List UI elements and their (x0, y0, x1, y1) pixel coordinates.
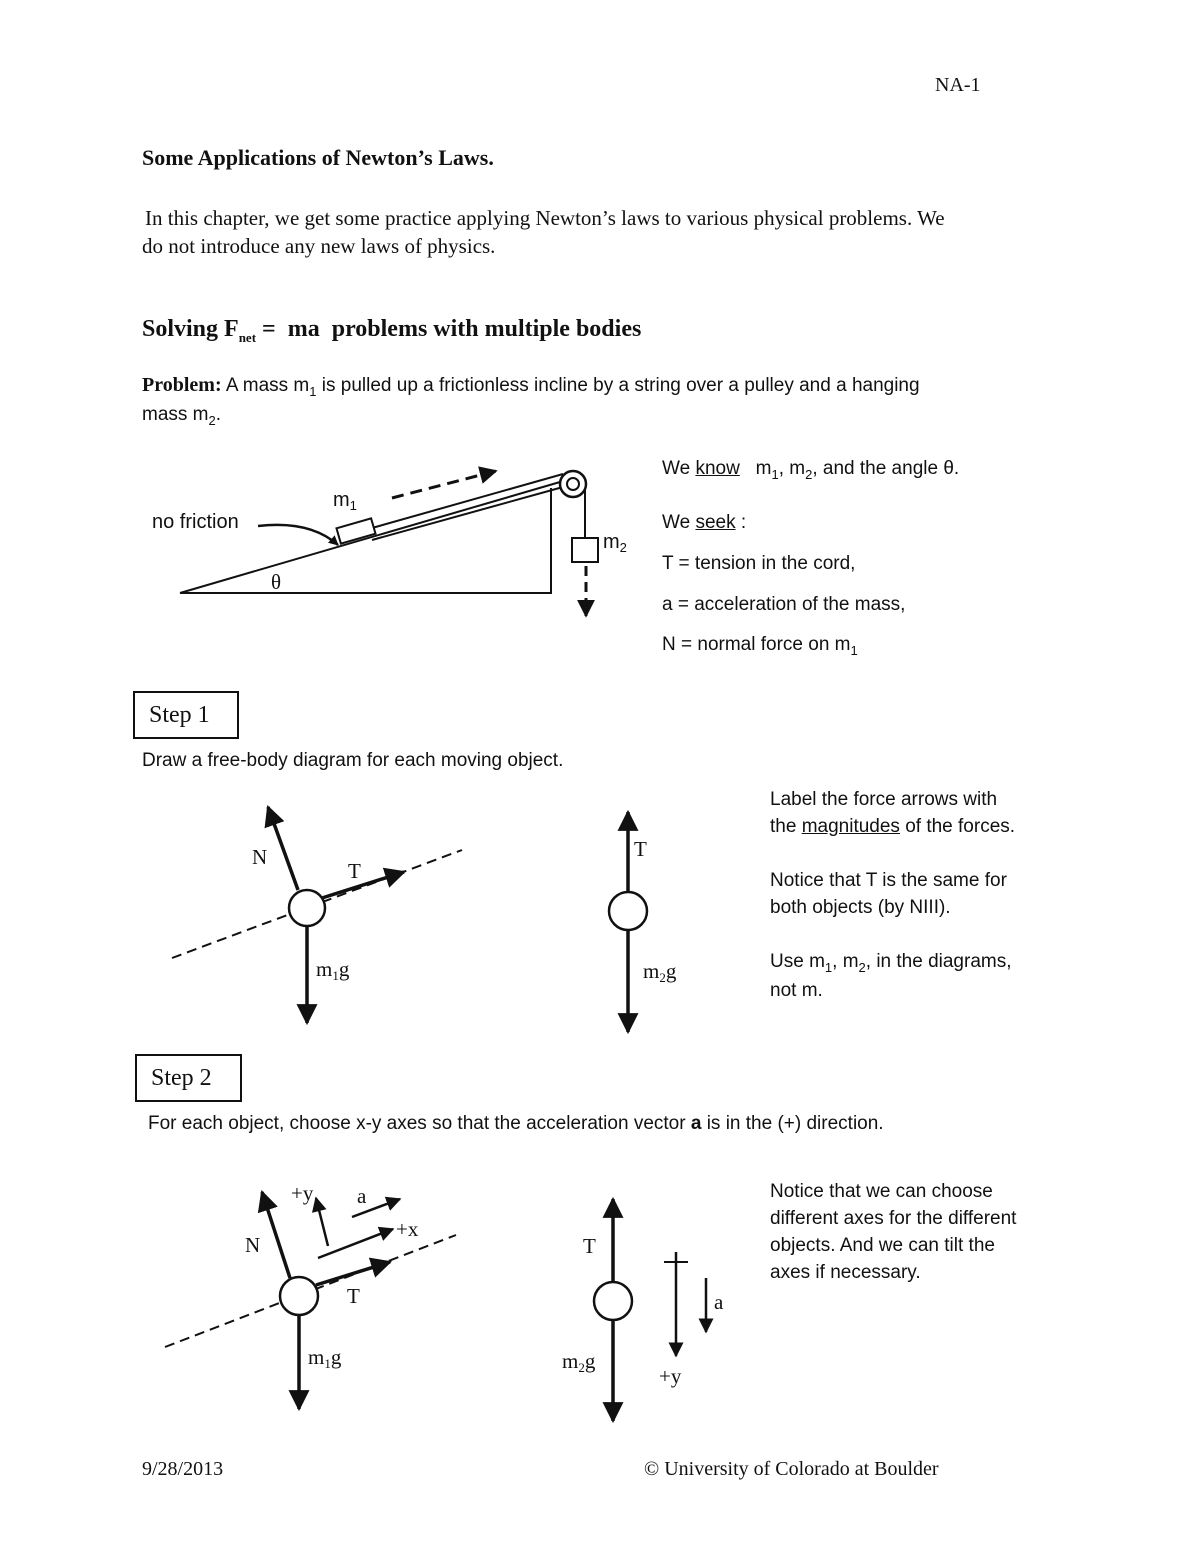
step1-note-1-line-1: Label the force arrows with (770, 789, 998, 810)
step1-note-2-line-2: both objects (by NIII). (770, 897, 951, 918)
seek-tension: T = tension in the cord, (662, 553, 856, 574)
section-heading: Solving $F_{net}$ = ma problems with multiple bodies (142, 316, 642, 345)
fbd4-plus-y-label: +y (659, 1364, 682, 1388)
fbd4-body (594, 1282, 632, 1320)
page-id: NA-1 (935, 74, 981, 96)
fbd3-a-label: a (357, 1184, 367, 1208)
fbd2-weight-label: m2g (643, 959, 677, 985)
intro-line-2: do not introduce any new laws of physics. (142, 234, 496, 258)
fbd3-x-axis (318, 1229, 393, 1258)
fbd1-T-label: T (348, 859, 361, 883)
step2-note-line-1: Notice that we can choose (770, 1181, 993, 1202)
we-know-line: We know $m_1$, $m_2$, and the angle θ. (662, 458, 960, 482)
fbd3-y-axis (316, 1198, 328, 1246)
step1-note-3-line-1: Use $m_1$, $m_2$, in the diagrams, (770, 951, 1012, 975)
step-2-text: For each object, choose x-y axes so that the acceleration vector a is in the (+) direction. (148, 1113, 884, 1134)
intro-line-1: In this chapter, we get some practice applying Newton’s laws to various physical problems. We (145, 206, 945, 230)
step2-note-line-3: objects. And we can tilt the (770, 1235, 995, 1256)
fbd1-N-label: N (252, 845, 268, 869)
fbd4-T-label: T (583, 1234, 596, 1258)
step1-note-2-line-1: Notice that T is the same for (770, 870, 1007, 891)
fbd1-weight-label: m1g (316, 957, 350, 983)
fbd4-weight-label: m2g (562, 1349, 596, 1375)
page-title: Some Applications of Newton’s Laws. (142, 145, 494, 170)
fbd3-T-label: T (347, 1284, 360, 1308)
step2-note-line-2: different axes for the different (770, 1208, 1017, 1229)
seek-acceleration: a = acceleration of the mass, (662, 594, 906, 615)
footer-date: 9/28/2013 (142, 1458, 224, 1480)
step1-note-3-line-2: not m. (770, 980, 823, 1001)
fbd3-plus-y-label: +y (291, 1181, 314, 1205)
fbd3-normal-arrow (262, 1192, 290, 1278)
we-seek-line: We seek : (662, 512, 747, 533)
theta-label: θ (271, 570, 282, 594)
step2-note-line-4: axes if necessary. (770, 1262, 921, 1283)
footer-copyright: © University of Colorado at Boulder (644, 1458, 939, 1480)
step-1-text: Draw a free-body diagram for each moving object. (142, 750, 564, 771)
problem-line-1: Problem: A mass $m_1$ is pulled up a frictionless incline by a string over a pulley and a hanging (142, 374, 920, 399)
fbd4-a-label: a (714, 1290, 724, 1314)
step1-note-1-line-2: the magnitudes of the forces. (770, 816, 1016, 837)
step-2-box: Step 2 (135, 1054, 242, 1102)
fbd3-weight-label: m1g (308, 1345, 342, 1371)
fbd3-tension-arrow (316, 1262, 390, 1285)
fbd2-T-label: T (634, 837, 647, 861)
fbd3-plus-x-label: +x (396, 1217, 419, 1241)
fbd3-body (280, 1277, 318, 1315)
fbd3-N-label: N (245, 1233, 261, 1257)
seek-normal: N = normal force on $m_1$ (662, 634, 858, 658)
step-1-box: Step 1 (133, 691, 239, 739)
m2-label: $m_2$ (603, 531, 627, 555)
no-friction-label: no friction (152, 511, 239, 533)
problem-line-2: mass $m_2$. (142, 404, 222, 428)
m1-label: $m_1$ (333, 489, 357, 513)
